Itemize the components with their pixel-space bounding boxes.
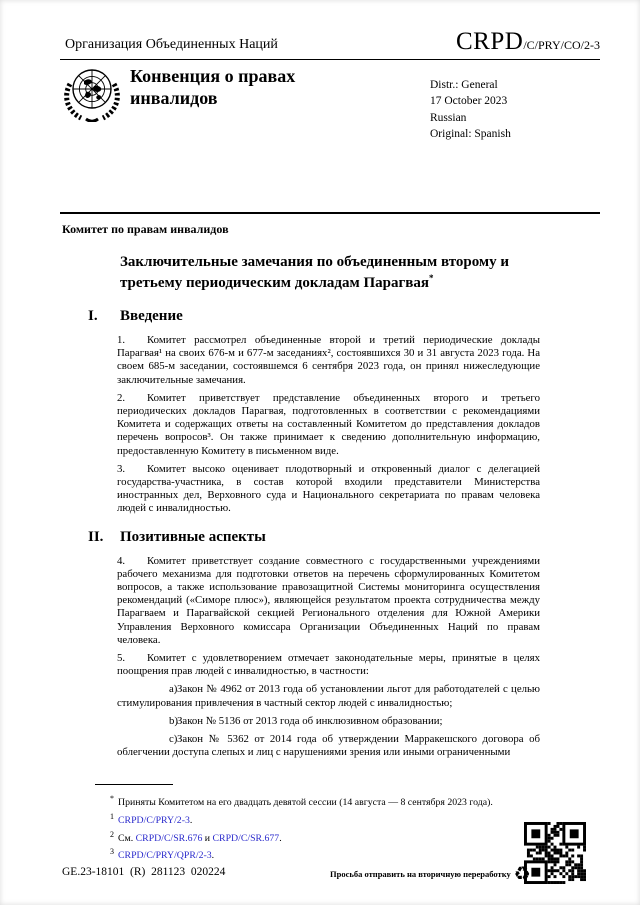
paragraph (117, 463, 540, 516)
footnote-marker: 2 (110, 829, 114, 839)
recycle-text: Просьба отправить на вторичную переработку (330, 869, 511, 879)
footnotes-section (100, 784, 530, 863)
footnote (100, 810, 530, 828)
masthead-divider (60, 212, 600, 214)
paragraph (117, 555, 540, 647)
paragraph-number: 5. (117, 652, 126, 665)
paragraph-text: Комитет приветствует создание совместного с государственными учреждениями рабочего механизма для подготовки ответов на перечень сформулированных Комитетом вопросов, а также использование правозащитной Системы мониторинга осуществления рекомендаций («Симоре плюс»), являющейся результатом проекта сотрудничества между Парагваем и Парагвайской секцией Регионального отделения для Южной Америки Управления Верховного комиссара Организации Объединенных Наций по правам человека. (117, 554, 540, 646)
un-emblem-icon (60, 64, 124, 122)
document-title-text: Заключительные замечания по объединенным второму и третьему периодическим докладам Парагвая (120, 254, 510, 292)
paragraph-number: 2. (117, 391, 126, 404)
list-item (117, 733, 540, 759)
paragraph (117, 334, 540, 387)
footnote-text: . (279, 832, 282, 844)
paragraph-text: Закон № 4962 от 2013 года об установлении льгот для работодателей с целью стимулирования привлечения в частный сектор людей с инвалидностью; (117, 683, 540, 709)
footnote-text: См. (118, 832, 136, 844)
list-item (117, 715, 540, 728)
footnote-text: Приняты Комитетом на его двадцать девятой сессии (14 августа — 8 сентября 2023 года). (118, 797, 493, 808)
footnotes-list (100, 792, 530, 863)
footnote-marker: 1 (110, 811, 114, 821)
distr-line: Distr.: General (430, 79, 498, 91)
committee-label: Комитет по правам инвалидов (62, 222, 229, 236)
section-title: Позитивные аспекты (120, 528, 266, 545)
paragraph (117, 392, 540, 458)
document-symbol (456, 28, 600, 56)
paragraph-number: 4. (117, 554, 126, 567)
date-line: 17 October 2023 (430, 95, 508, 108)
document-link[interactable]: CRPD/C/PRY/2-3 (118, 814, 190, 826)
document-title (120, 252, 550, 294)
paragraph-text: Комитет высоко оценивает плодотворный и откровенный диалог с делегацией государства-участника, в состав которой входили представители Министерства иностранных дел, Верховного суда и Национального секретариата по правам человека людей с инвалидностью. (117, 462, 540, 515)
recycle-notice (330, 864, 531, 884)
document-link[interactable]: CRPD/C/SR.677 (212, 832, 280, 844)
footnote-marker: 3 (110, 847, 114, 857)
paragraph-text: Закон № 5362 от 2014 года об утверждении Марракешского договора об облегчении доступа слепых и лиц с нарушениями зрения или иными ограниченными (117, 733, 540, 759)
footnote (100, 845, 530, 863)
document-link[interactable]: CRPD/C/PRY/QPR/2-3 (118, 850, 212, 862)
header-divider (60, 59, 600, 60)
paragraph-number: 3. (117, 462, 126, 475)
language-line: Russian (430, 111, 467, 124)
document-link[interactable]: CRPD/C/SR.676 (135, 832, 203, 844)
paragraph-text: Закон № 5136 от 2013 года об инклюзивном образовании; (177, 714, 443, 727)
body-content (88, 308, 540, 764)
paragraph-text: Комитет приветствует представление объединенных второго и третьего периодических докладов Парагвая, подготовленных в соответствии с рекомендациями Комитета и содержащих ответы на составленный Комитетом до представления докладов перечень вопросов³. Он также принимает к сведению дополнительную информацию, предоставленную Комитету в письменном виде. (117, 391, 540, 457)
footnote-text: и (202, 832, 213, 844)
footnote-marker: * (110, 794, 114, 803)
distribution-block (430, 77, 511, 142)
footnote-text: . (211, 850, 215, 862)
section-numeral: II. (88, 528, 104, 545)
original-language-line: Original: Spanish (430, 127, 511, 140)
recycle-icon: ♻ (513, 863, 531, 885)
paragraph-text: Комитет с удовлетворением отмечает законодательные меры, принятые в целях поощрения прав людей с инвалидностью, в частности: (117, 652, 540, 678)
paragraph-number: 1. (117, 334, 126, 346)
footnote-text: . (189, 814, 193, 826)
footnote (100, 828, 530, 846)
list-item (117, 683, 540, 709)
section-heading (88, 308, 540, 325)
footnote (100, 792, 530, 810)
convention-title: Конвенция о правах инвалидов (130, 66, 296, 108)
paragraph-number: a) (169, 683, 178, 696)
paragraph-number: b) (169, 714, 178, 727)
document-symbol-suffix: /C/PRY/CO/2-3 (523, 38, 600, 52)
section-title: Введение (120, 308, 183, 324)
paragraph-number: c) (169, 733, 178, 746)
qr-code (524, 822, 586, 884)
title-footnote-marker: * (429, 273, 434, 284)
document-symbol-main: CRPD (456, 28, 524, 55)
ge-document-number: GE.23-18101 (R) 281123 020224 (62, 866, 226, 878)
un-org-name: Организация Объединенных Наций (65, 37, 278, 52)
paragraph-text: Комитет рассмотрел объединенные второй и третий периодические доклады Парагвая¹ на своих 676-м и 677-м заседаниях², состоявшихся 30 и 31 августа 2023 года. На своем 685-м заседании, состоявшемся 6 сентября 2023 года, он принял нижеследующие заключительные замечания. (117, 334, 540, 386)
footnote-separator (95, 784, 173, 785)
paragraph (117, 652, 540, 678)
section-heading (88, 529, 540, 546)
section-numeral: I. (88, 308, 98, 324)
